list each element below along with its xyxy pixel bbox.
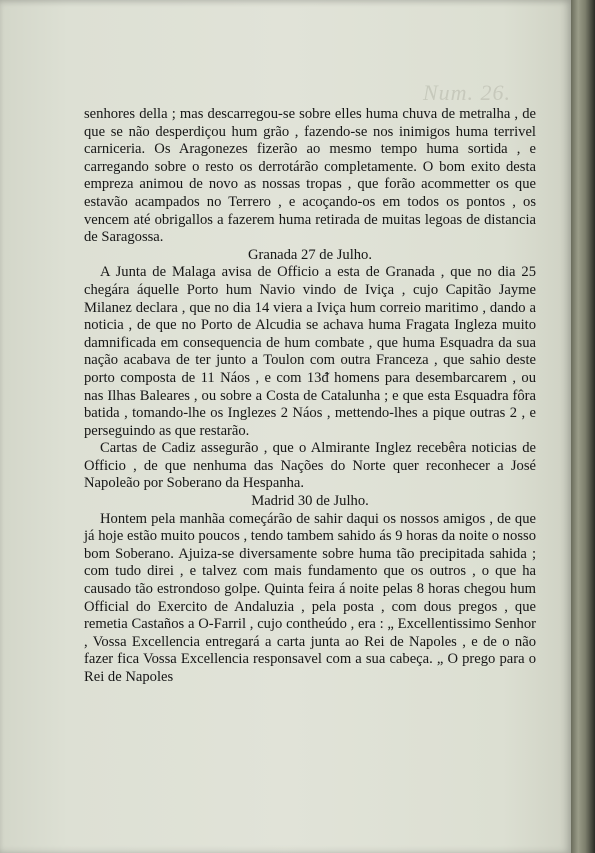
book-spine <box>571 0 595 853</box>
paragraph-saragossa: senhores della ; mas descarregou-se sobre elles huma chuva de metralha , de que se não desperdiçou hum grão , fazendo-se nos inimigos huma terrivel carniceria. Os Aragonezes fizerão ao mesmo tempo huma sortida , e carregando sobre o resto os derrotárão completamente. O bom exito desta empreza animou de novo as nossas tropas , que forão acommetter os que estavão acampados no Terrero , e acoçando-os em todos os pontos , os vencem até obrigallos a fazerem huma retirada de muitas legoas de distancia de Saragossa. <box>84 106 536 246</box>
page-number: Num. 26. <box>422 80 511 105</box>
article-text <box>84 106 536 687</box>
dateline-granada: Granada 27 de Julho. <box>247 246 372 263</box>
paragraph-malaga: A Junta de Malaga avisa de Officio a esta de Granada , que no dia 25 chegára áquelle Porto hum Navio vindo de Iviça , cujo Capitão Jayme Milanez declara , que no dia 14 viera a Iviça hum correio maritimo , dando a noticia , de que no Porto de Alcudia se achava huma Fragata Ingleza muito damnificada em consequencia de hum combate , que huma Esquadra da sua nação acabava de ter junto a Toulon com outra Franceza , que sahio deste porto composta de 11 Náos , e com 13ᵭ homens para desembarcarem , ou nas Ilhas Baleares , ou sobre a Costa de Catalunha ; e que esta Esquadra fôra batida , tomando-lhe os Inglezes 2 Náos , mettendo-lhes a pique outras 2 , e perseguindo as que restarão. <box>84 264 536 439</box>
paragraph-madrid: Hontem pela manhãa começárão de sahir daqui os nossos amigos , de que já hoje estão muito poucos , tendo tambem sahido ás 9 horas da noite o nosso bom Soberano. Ajuiza-se diversamente sobre huma tão precipitada sahida ; com tudo direi , e talvez com mais fundamento que os outros , o que ha causado tão estrondoso golpe. Quinta feira á noite pelas 8 horas chegou hum Official do Exercito de Andaluzia , pela posta , com dous pregos , que remetia Castaños a O-Farril , cujo contheúdo , era : „ Excellentissimo Senhor , Vossa Excellencia entregará a carta junta ao Rei de Napoles , e de o não fazer fica Vossa Excellencia responsavel com a sua cabeça. „ O prego para o Rei de Napoles <box>84 510 536 685</box>
paragraph-cadiz: Cartas de Cadiz assegurão , que o Almirante Inglez recebêra noticias de Officio , de que nenhuma das Nações do Norte quer reconhecer a José Napoleão por Soberano da Hespanha. <box>84 440 536 492</box>
dateline-madrid: Madrid 30 de Julho. <box>251 493 369 510</box>
